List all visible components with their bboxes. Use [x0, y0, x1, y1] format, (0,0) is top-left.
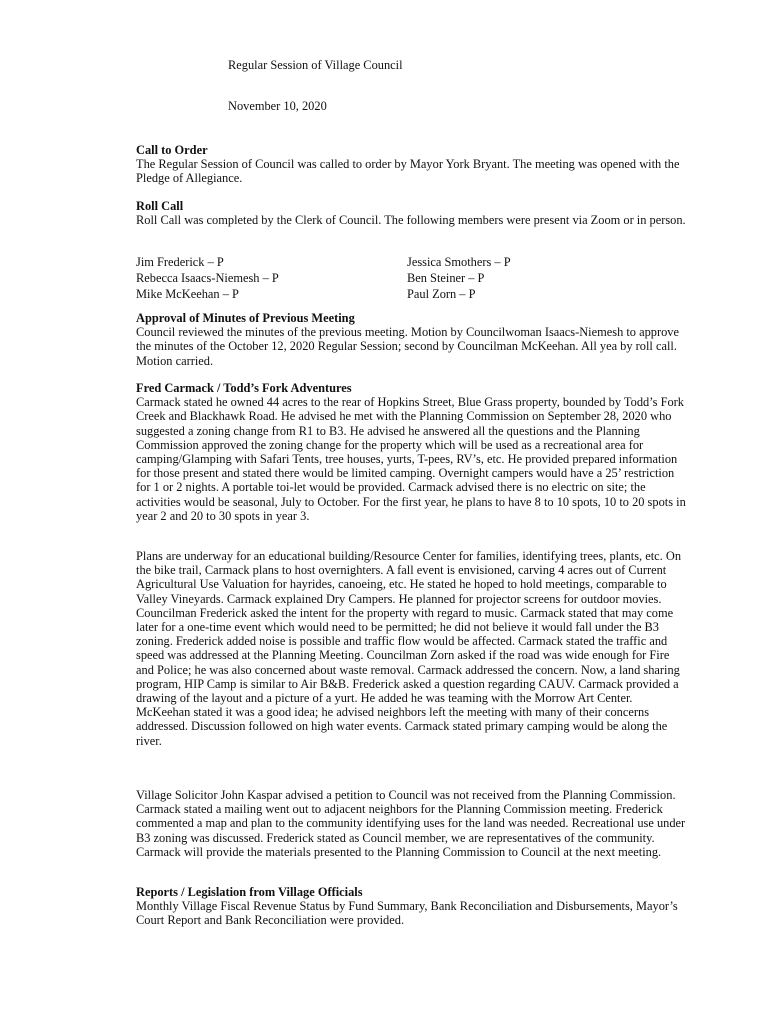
section-call-to-order — [136, 143, 688, 186]
attendance-entry: Paul Zorn – P — [407, 287, 476, 301]
attendance-column-right — [407, 254, 511, 302]
section-paragraph-3: Village Solicitor John Kaspar advised a petition to Council was not received from the Planning Commission. Carmack stated a mailing went out to adjacent neighbors for the Planning Commission meeting. Frederick commented a map and plan to the community identifying uses for the land was needed. Recreational use under B3 zoning was discussed. Frederick stated as Council member, we are representatives of the community. Carmack will provide the materials presented to the Planning Commission to Council at the next meeting. — [136, 788, 686, 859]
section-paragraph-2: Plans are underway for an educational building/Resource Center for families, identifying trees, plants, etc. On the bike trail, Carmack plans to host overnighters. A fall event is envisioned, carving 4 acres out of Current Agricultural Use Valuation for hayrides, canoeing, etc. He stated he hoped to hold meetings, comparable to Valley Vineyards. Carmack explained Dry Campers. He planned for projector screens for outdoor movies. Councilman Frederick asked the intent for the property with regard to music. Carmack stated that may come later for a one-time event which would need to be permitted; he did not believe it would fall under the B3 zoning. Frederick added noise is possible and traffic flow would be affected. Carmack stated the traffic and speed was addressed at the Planning Meeting. Councilman Zorn asked if the road was wide enough for Fire and Police; he was also concerned about waste removal. Carmack addressed the concern. Now, a land sharing program, HIP Camp is similar to Air B&B. Frederick asked a question regarding CAUV. Carmack provided a drawing of the layout and a picture of a yurt. He added he was teaming with the Morrow Art Center. McKeehan stated it was a good idea; he advised neighbors left the meeting with many of their concerns addressed. Discussion followed on high water events. Carmack stated primary camping would be along the river. — [136, 549, 682, 748]
section-fred-carmack-continued — [136, 549, 688, 748]
document-date: November 10, 2020 — [228, 99, 327, 113]
section-heading: Call to Order — [136, 143, 208, 157]
document-title: Regular Session of Village Council — [228, 58, 403, 72]
section-text: Roll Call was completed by the Clerk of Council. The following members were present via Zoom or in person. — [136, 213, 686, 228]
section-fred-carmack — [136, 381, 688, 523]
attendance-entry: Mike McKeehan – P — [136, 287, 239, 301]
attendance-entry: Jim Frederick – P — [136, 255, 224, 269]
attendance-entry: Jessica Smothers – P — [407, 255, 511, 269]
section-heading: Reports / Legislation from Village Officials — [136, 885, 363, 899]
section-paragraph-1: Carmack stated he owned 44 acres to the rear of Hopkins Street, Blue Grass property, bounded by Todd’s Fork Creek and Blackhawk Road. He advised he met with the Planning Commission on September 28, 2020 who suggested a zoning change from R1 to B3. He advised he answered all the questions and the Planning Commission approved the zoning change for the property which will be used as a recreational area for camping/Glamping with Safari Tents, tree houses, yurts, T-pees, RV’s, etc. He provided prepared information for those present and stated there would be limited camping. Overnight campers would have a 25’ restriction for 1 or 2 nights. A portable toi-let would be provided. Carmack advised there is no electric on site; the activities would be seasonal, July to October. For the first year, he plans to have 8 to 10 spots, 10 to 20 spots in year 2 and 20 to 30 spots in year 3. — [136, 395, 686, 523]
section-text: The Regular Session of Council was called to order by Mayor York Bryant. The meeting was opened with the Pledge of Allegiance. — [136, 157, 680, 186]
section-heading: Approval of Minutes of Previous Meeting — [136, 311, 355, 325]
section-roll-call — [136, 199, 688, 227]
section-text: Council reviewed the minutes of the previous meeting. Motion by Councilwoman Isaacs-Niemesh to approve the minutes of the October 12, 2020 Regular Session; second by Councilman McKeehan. All yea by roll call. Motion carried. — [136, 325, 679, 368]
attendance-column-left — [136, 254, 279, 302]
section-reports — [136, 885, 688, 928]
section-heading: Roll Call — [136, 199, 184, 213]
section-heading: Fred Carmack / Todd’s Fork Adventures — [136, 381, 352, 395]
section-text: Monthly Village Fiscal Revenue Status by Fund Summary, Bank Reconciliation and Disbursements, Mayor’s Court Report and Bank Reconciliation were provided. — [136, 899, 678, 928]
section-approval-minutes — [136, 311, 688, 368]
attendance-entry: Rebecca Isaacs-Niemesh – P — [136, 271, 279, 285]
attendance-entry: Ben Steiner – P — [407, 271, 485, 285]
section-fred-carmack-continued-2 — [136, 788, 688, 859]
